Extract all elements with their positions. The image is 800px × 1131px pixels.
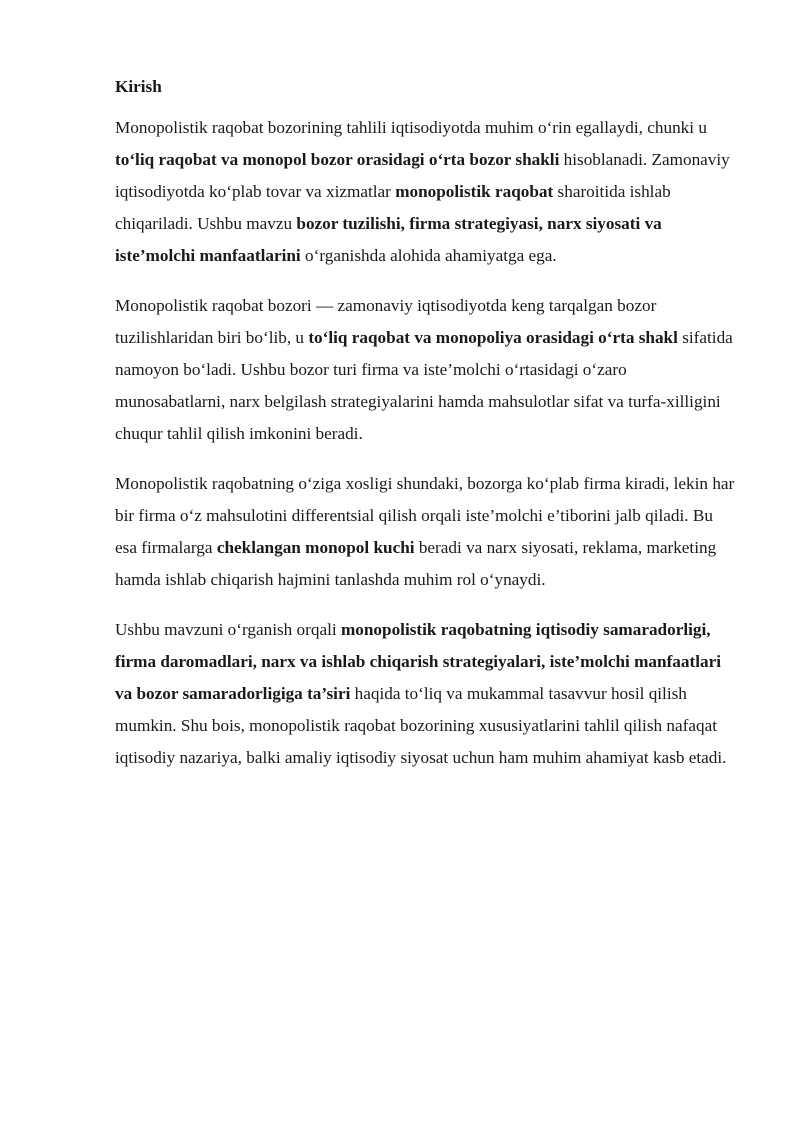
text-run: Monopolistik raqobat bozorining tahlili iqtisodiyotda muhim o‘rin egallaydi, chunki u bbox=[115, 118, 707, 137]
text-run: haqida to‘liq va mukammal tasavvur hosil qilish mumkin. Shu bois, monopolistik raqobat bozorining xususiyatlarini tahlil qilish nafaqat iqtisodiy nazariya, balki amaliy iqtisodiy siyosat uchun ham muhim ahamiyat kasb etadi. bbox=[115, 684, 727, 767]
bold-text-run: to‘liq raqobat va monopol bozor orasidagi o‘rta bozor shakli bbox=[115, 150, 560, 169]
text-run: Monopolistik raqobat bozori — zamonaviy iqtisodiyotda keng tarqalgan bozor tuzilishlaridan biri bo‘lib, u bbox=[115, 296, 657, 347]
bold-text-run: monopolistik raqobatning iqtisodiy samaradorligi, firma daromadlari, narx va ishlab chiqarish strategiyalari, iste’molchi manfaatlari va bozor samaradorligiga ta’siri bbox=[115, 620, 721, 703]
bold-text-run: bozor tuzilishi, firma strategiyasi, narx siyosati va iste’molchi manfaatlarini bbox=[115, 214, 662, 265]
paragraph-3 bbox=[115, 468, 735, 596]
text-run: Monopolistik raqobatning o‘ziga xosligi shundaki, bozorga ko‘plab firma kiradi, lekin har bir firma o‘z mahsulotini differentsial qilish orqali iste’molchi e’tiborini jalb qiladi. Bu esa firmalarga bbox=[115, 474, 735, 557]
paragraph-1 bbox=[115, 112, 735, 272]
text-run: Ushbu mavzuni o‘rganish orqali bbox=[115, 620, 341, 639]
text-run: beradi va narx siyosati, reklama, marketing hamda ishlab chiqarish hajmini tanlashda muhim rol o‘ynaydi. bbox=[115, 538, 717, 589]
bold-text-run: to‘liq raqobat va monopoliya orasidagi o‘rta shakl bbox=[308, 328, 678, 347]
text-run: sifatida namoyon bo‘ladi. Ushbu bozor turi firma va iste’molchi o‘rtasidagi o‘zaro munosabatlarni, narx belgilash strategiyalarini hamda mahsulotlar sifat va turfa-xilligini chuqur tahlil qilish imkonini beradi. bbox=[115, 328, 733, 443]
paragraph-4 bbox=[115, 614, 735, 774]
section-heading: Kirish bbox=[115, 77, 162, 96]
text-run: sharoitida ishlab chiqariladi. Ushbu mavzu bbox=[115, 182, 671, 233]
text-run: o‘rganishda alohida ahamiyatga ega. bbox=[300, 246, 557, 265]
paragraph-2 bbox=[115, 290, 735, 450]
text-run: hisoblanadi. Zamonaviy iqtisodiyotda ko‘plab tovar va xizmatlar bbox=[115, 150, 730, 201]
bold-text-run: monopolistik raqobat bbox=[395, 182, 554, 201]
bold-text-run: cheklangan monopol kuchi bbox=[216, 538, 415, 557]
document-page bbox=[115, 76, 735, 792]
